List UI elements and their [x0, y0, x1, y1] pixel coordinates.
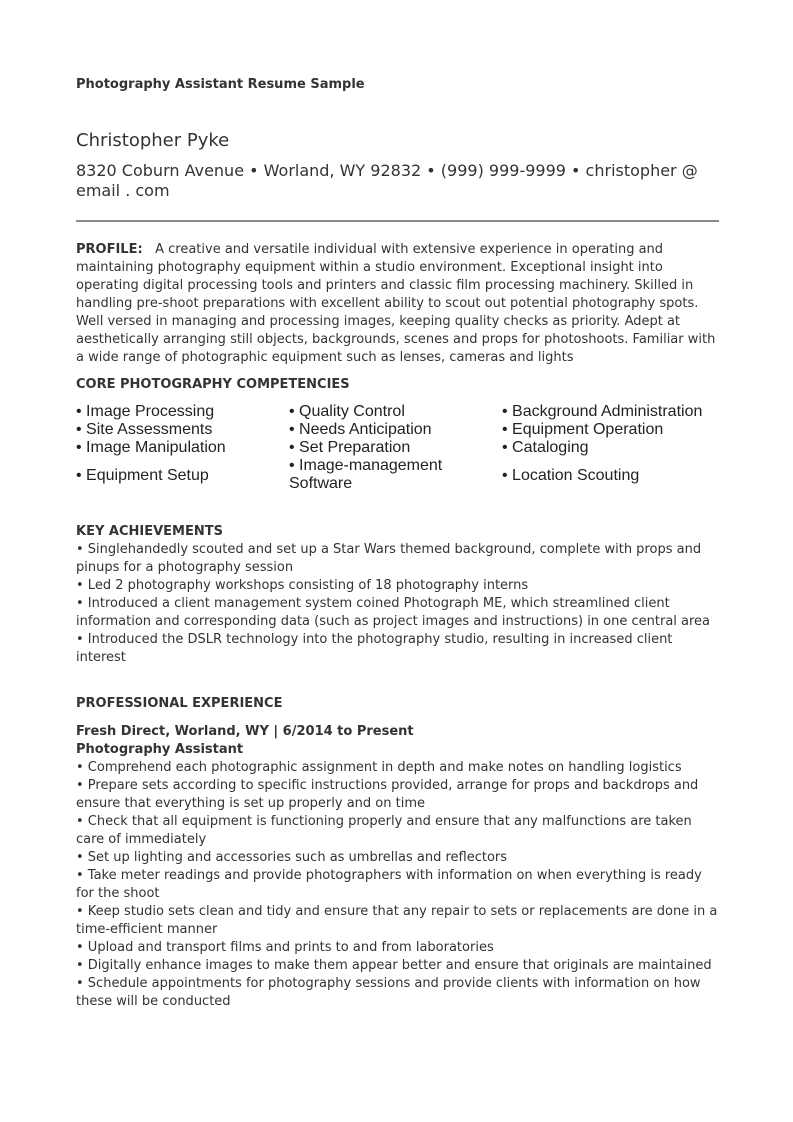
competency-item: • Quality Control [289, 403, 405, 420]
duty-item: • Prepare sets according to specific instructions provided, arrange for props and backdrops and ensure that everything is set up properly and on time [76, 778, 699, 811]
candidate-name: Christopher Pyke [76, 130, 230, 151]
achievement-item: • Led 2 photography workshops consisting of 18 photography interns [76, 578, 529, 593]
duty-item: • Take meter readings and provide photographers with information on when everything is ready for the shoot [76, 868, 702, 901]
achievement-item: • Introduced the DSLR technology into the photography studio, resulting in increased client interest [76, 632, 673, 665]
job-company-line: Fresh Direct, Worland, WY | 6/2014 to Present [76, 724, 414, 739]
competencies-column-1 [76, 403, 286, 485]
competency-item: • Set Preparation [289, 439, 411, 456]
competency-item: • Image Manipulation [76, 439, 226, 456]
duty-item: • Digitally enhance images to make them appear better and ensure that originals are maintained [76, 958, 712, 973]
contact-line: 8320 Coburn Avenue • Worland, WY 92832 • (999) 999-9999 • christopher @ email . com [76, 161, 698, 200]
achievements-list [76, 541, 719, 667]
profile-text: A creative and versatile individual with extensive experience in operating and maintaining photography equipment within a studio environment. Exceptional insight into operating digital processing tools and printers and classic film processing machinery. Skilled in handling pre-shoot preparations with excellent ability to scout out potential photography spots. Well versed in managing and processing images, keeping quality checks as priority. Adept at aesthetically arranging still objects, backgrounds, scenes and props for photoshoots. Familiar with a wide range of photographic equipment such as lenses, cameras and lights [76, 242, 716, 365]
competency-item: • Needs Anticipation [289, 421, 432, 438]
duty-item: • Keep studio sets clean and tidy and ensure that any repair to sets or replacements are done in a time-efficient manner [76, 904, 718, 937]
duty-item: • Comprehend each photographic assignment in depth and make notes on handling logistics [76, 760, 682, 775]
experience-heading: PROFESSIONAL EXPERIENCE [76, 696, 283, 711]
achievement-item: • Singlehandedly scouted and set up a Star Wars themed background, complete with props and pinups for a photography session [76, 542, 702, 575]
profile-section [76, 241, 719, 367]
profile-label: PROFILE: [76, 242, 143, 257]
duty-item: • Upload and transport films and prints to and from laboratories [76, 940, 494, 955]
document-title: Photography Assistant Resume Sample [76, 77, 365, 92]
competency-item: • Cataloging [502, 439, 589, 456]
competency-item: • Image Processing [76, 403, 215, 420]
duty-item: • Schedule appointments for photography sessions and provide clients with information on how these will be conducted [76, 976, 701, 1009]
header-divider [76, 220, 719, 222]
achievement-item: • Introduced a client management system coined Photograph ME, which streamlined client information and corresponding data (such as project images and instructions) in one central area [76, 596, 711, 629]
duty-item: • Check that all equipment is functioning properly and ensure that any malfunctions are taken care of immediately [76, 814, 692, 847]
competencies-column-3 [502, 403, 722, 485]
competencies-column-2 [289, 403, 489, 493]
competency-item: • Image-management Software [289, 457, 443, 492]
competencies-heading: CORE PHOTOGRAPHY COMPETENCIES [76, 377, 350, 392]
achievements-heading: KEY ACHIEVEMENTS [76, 524, 223, 539]
competency-item: • Site Assessments [76, 421, 213, 438]
competency-item: • Background Administration [502, 403, 703, 420]
competency-item: • Equipment Operation [502, 421, 664, 438]
job-title: Photography Assistant [76, 742, 244, 757]
duty-item: • Set up lighting and accessories such as umbrellas and reflectors [76, 850, 508, 865]
competency-item: • Equipment Setup [76, 467, 209, 484]
job-header [76, 723, 719, 759]
competency-item: • Location Scouting [502, 467, 640, 484]
job-duties-list [76, 759, 719, 1011]
